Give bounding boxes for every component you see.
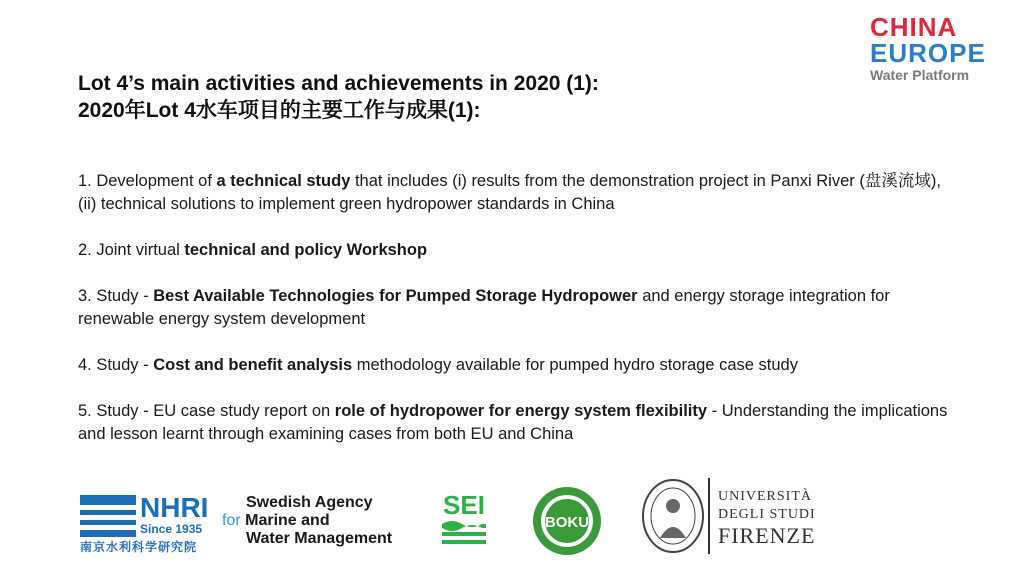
title-english: Lot 4’s main activities and achievements in 2020 (1): [78,72,599,95]
title-chinese: 2020年Lot 4水车项目的主要工作与成果(1): [78,99,481,122]
boku-logo [530,484,604,558]
nhri-chinese-name: 南京水利科学研究院 [80,540,198,554]
activities-list [78,170,958,469]
nhri-since: Since 1935 [140,522,203,536]
platform-logo [870,14,1010,84]
svg-text:SEI: SEI [443,490,485,520]
brand-europe: EUROPE [870,38,986,68]
list-item: 5. Study - EU case study report on role of hydropower for energy system flexibility - Understanding the implications and lesson learnt through examining cases from both EU and China [78,402,948,443]
list-item: 2. Joint virtual technical and policy Workshop [78,241,428,259]
sei-logo [438,488,490,550]
svg-text:BOKU: BOKU [544,514,590,531]
list-item: 1. Development of a technical study that includes (i) results from the demonstration project in Panxi River (盘溪流域), (ii) technical solutions to implement green hydropower standards in China [78,172,941,213]
brand-china: CHINA [870,12,958,42]
florence-seal-icon [640,476,706,556]
unifi-divider [708,478,710,554]
brand-subtitle: Water Platform [870,67,970,83]
unifi-logo: UNIVERSITÀ DEGLI STUDI FIRENZE [718,489,816,548]
nhri-name: NHRI [140,492,209,523]
partner-logos [0,470,1024,570]
nhri-wave-icon [80,495,136,537]
list-item: 4. Study - Cost and benefit analysis methodology available for pumped hydro storage case study [78,356,798,374]
list-item: 3. Study - Best Available Technologies for Pumped Storage Hydropower and energy storage integration for renewable energy system development [78,287,890,328]
swedish-agency-logo: Swedish Agency for Marine and Water Management [222,494,393,547]
slide-title [78,70,599,124]
